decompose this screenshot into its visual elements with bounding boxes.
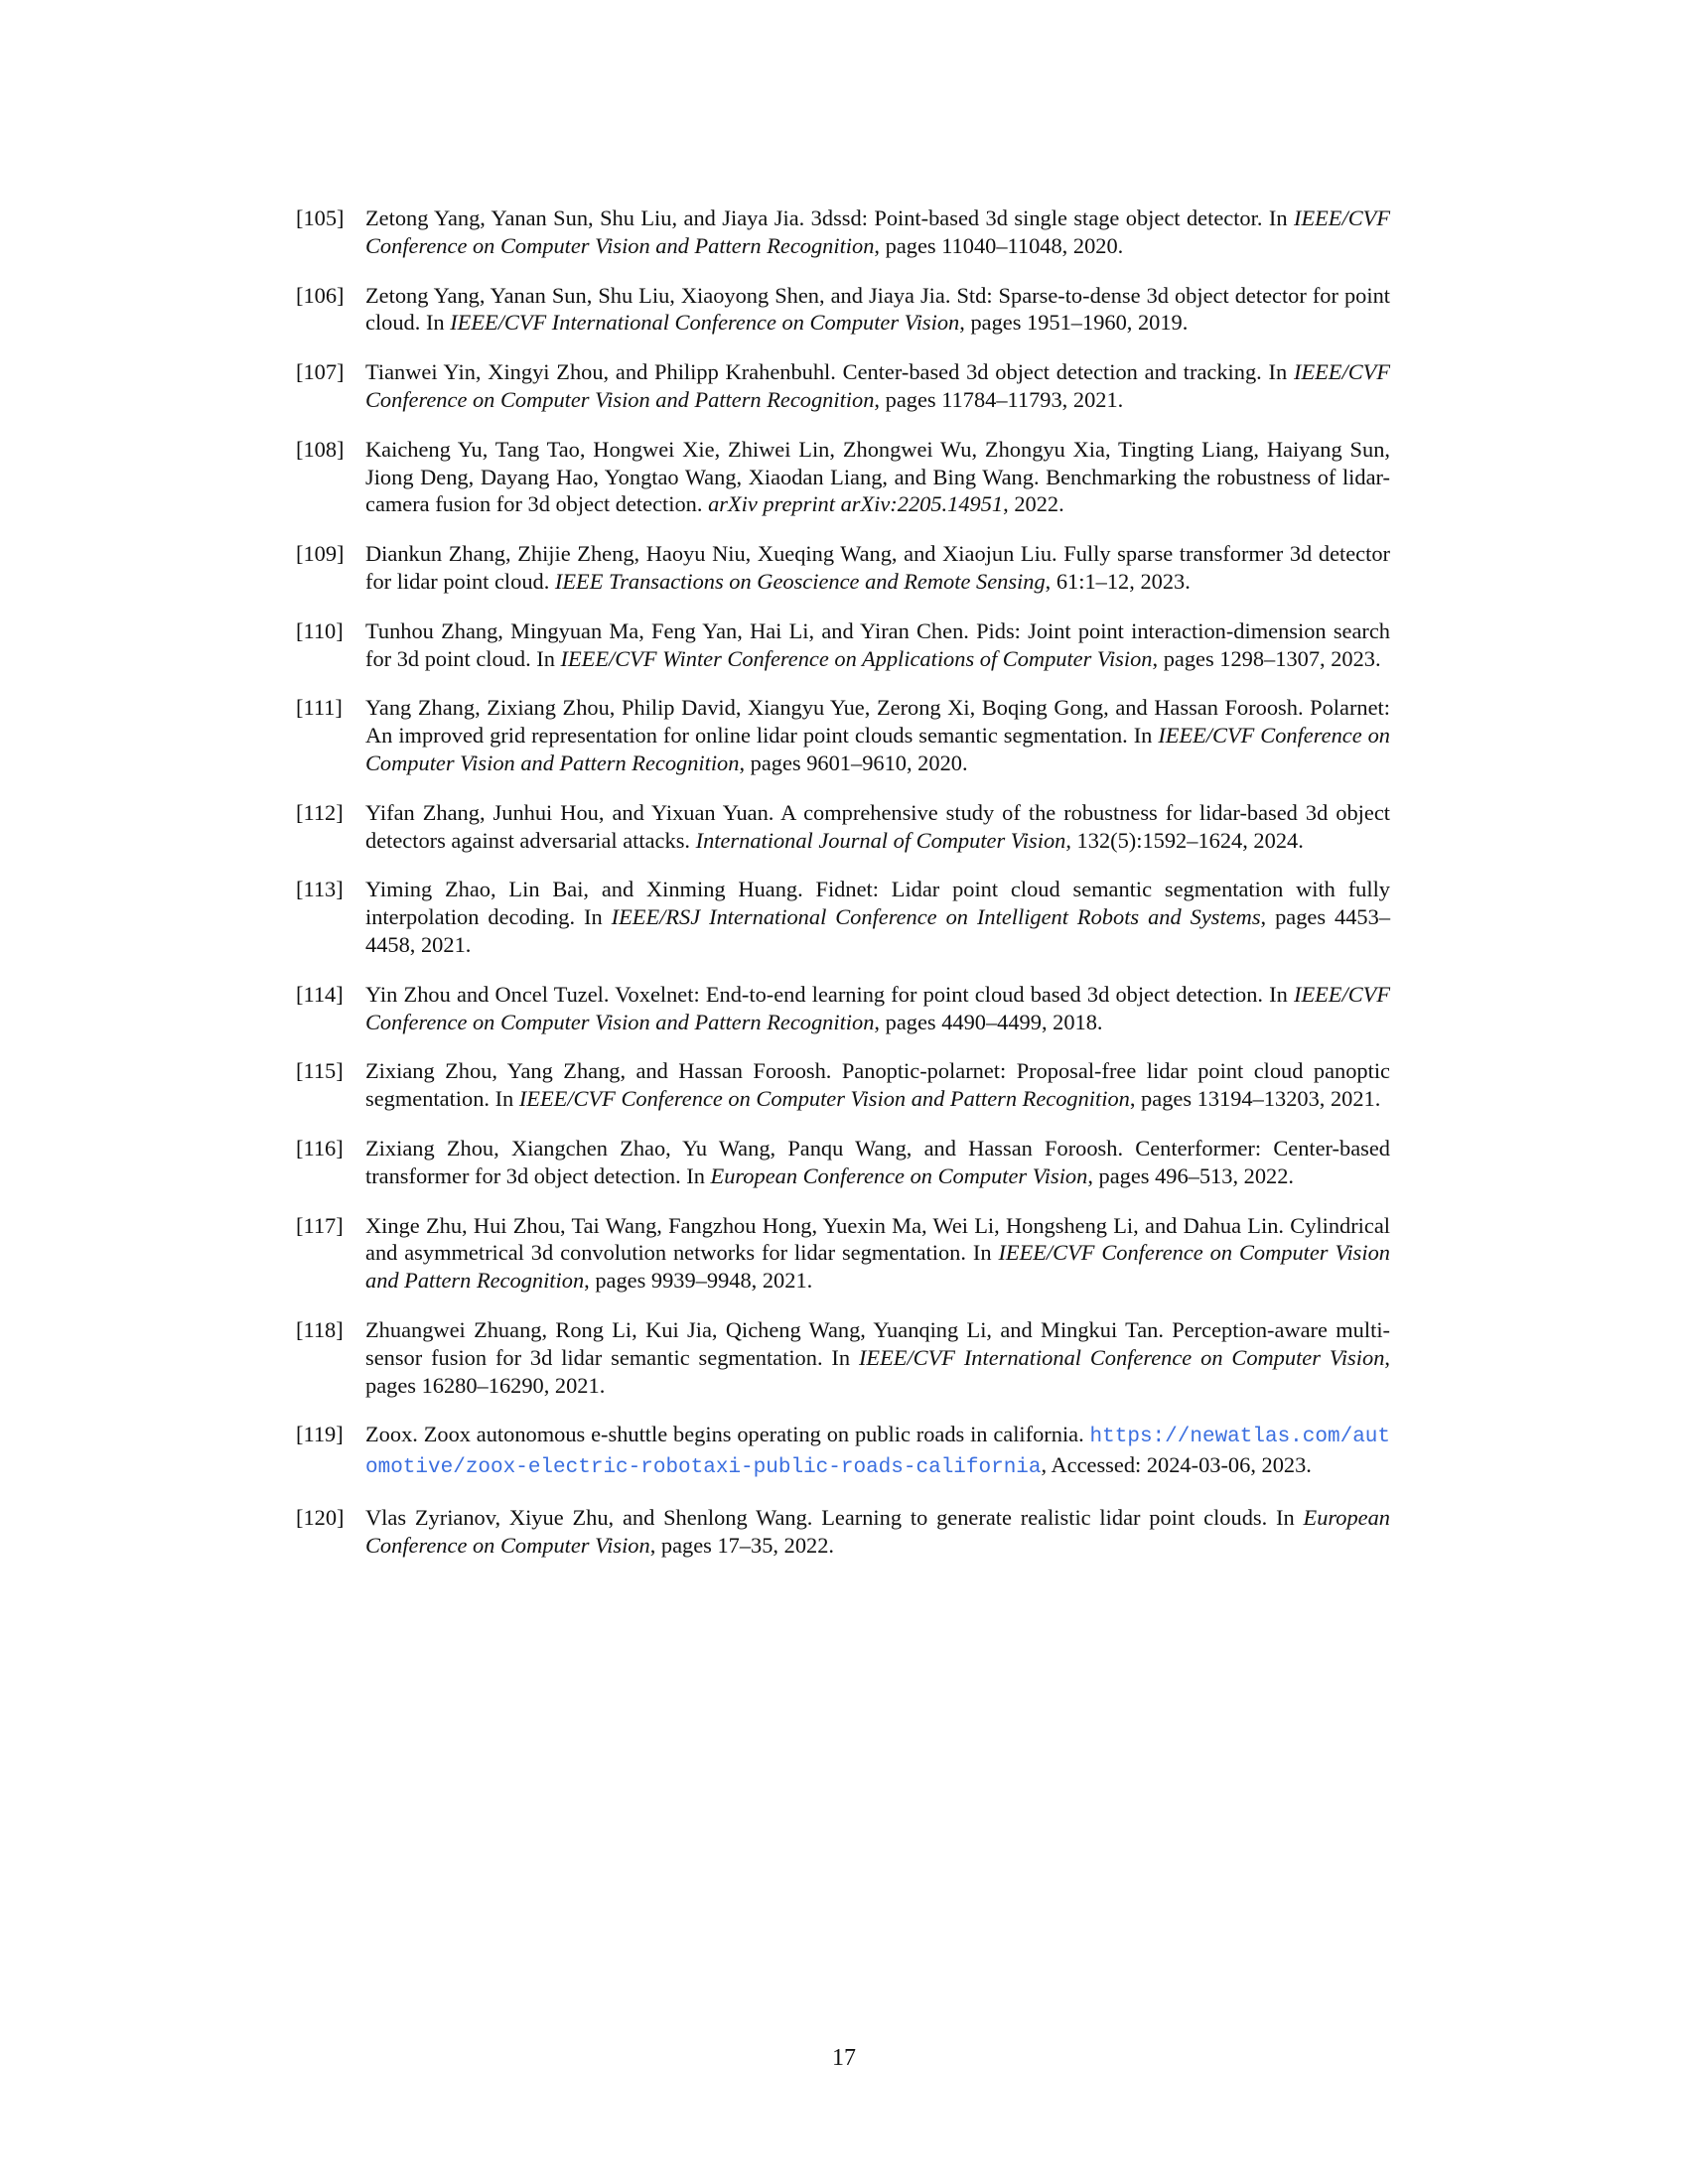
reference-venue: IEEE/CVF Conference on Computer Vision and Pattern Recognition <box>365 1240 1390 1294</box>
reference-number: [106] <box>296 282 345 308</box>
reference-venue: IEEE Transactions on Geoscience and Remote Sensing <box>554 568 1046 594</box>
reference-text: Zetong Yang, Yanan Sun, Shu Liu, and Jiaya Jia. 3dssd: Point-based 3d single stage object detector. In <box>365 205 1294 230</box>
reference-item <box>296 694 1390 776</box>
reference-text: Zetong Yang, Yanan Sun, Shu Liu, Xiaoyong Shen, and Jiaya Jia. Std: Sparse-to-dense 3d object detector for point cloud. In <box>365 282 1390 336</box>
reference-details: , pages 1951–1960, 2019. <box>959 310 1189 336</box>
reference-url-link[interactable]: https://newatlas.com/automotive/zoox-electric-robotaxi-public-roads-california <box>365 1426 1390 1480</box>
reference-venue: IEEE/CVF Conference on Computer Vision and Pattern Recognition <box>365 205 1390 258</box>
reference-venue: European Conference on Computer Vision <box>365 1504 1390 1558</box>
reference-item <box>296 205 1390 260</box>
reference-number: [105] <box>296 205 345 230</box>
reference-details: , 132(5):1592–1624, 2024. <box>1065 827 1304 853</box>
reference-number: [114] <box>296 981 344 1007</box>
reference-item <box>296 1135 1390 1190</box>
reference-item <box>296 617 1390 673</box>
reference-text: Vlas Zyrianov, Xiyue Zhu, and Shenlong Wang. Learning to generate realistic lidar point clouds. In <box>365 1504 1304 1530</box>
reference-text: Zoox. Zoox autonomous e-shuttle begins operating on public roads in california. <box>365 1422 1090 1447</box>
reference-number: [111] <box>296 695 343 721</box>
reference-venue: IEEE/CVF Conference on Computer Vision and Pattern Recognition <box>365 359 1390 412</box>
reference-number: [113] <box>296 877 344 902</box>
reference-details: , pages 9601–9610, 2020. <box>739 750 968 775</box>
reference-text: Diankun Zhang, Zhijie Zheng, Haoyu Niu, Xueqing Wang, and Xiaojun Liu. Fully sparse transformer 3d detector for lidar point cloud. <box>365 541 1390 594</box>
page-number: 17 <box>832 2045 856 2071</box>
reference-number: [110] <box>296 617 344 643</box>
reference-list <box>296 205 1390 1559</box>
reference-text: Xinge Zhu, Hui Zhou, Tai Wang, Fangzhou Hong, Yuexin Ma, Wei Li, Hongsheng Li, and Dahua Lin. Cylindrical and asymmetrical 3d convolution networks for lidar segmentation. In <box>365 1212 1390 1266</box>
reference-venue: IEEE/RSJ International Conference on Intelligent Robots and Systems <box>611 904 1261 930</box>
reference-details: , pages 16280–16290, 2021. <box>365 1344 1390 1398</box>
reference-item <box>296 981 1390 1036</box>
reference-text: Kaicheng Yu, Tang Tao, Hongwei Xie, Zhiwei Lin, Zhongwei Wu, Zhongyu Xia, Tingting Liang, Haiyang Sun, Jiong Deng, Dayang Hao, Yongtao Wang, Xiaodan Liang, and Bing Wang. Benchmarking the robustness of lidar-camera fusion for 3d object detection. <box>365 436 1390 517</box>
reference-number: [119] <box>296 1422 344 1447</box>
reference-text: Zixiang Zhou, Xiangchen Zhao, Yu Wang, Panqu Wang, and Hassan Foroosh. Centerformer: Center-based transformer for 3d object detection. In <box>365 1135 1390 1188</box>
reference-text: Yiming Zhao, Lin Bai, and Xinming Huang. Fidnet: Lidar point cloud semantic segmentation with fully interpolation decoding. In <box>365 877 1390 930</box>
reference-details: , pages 4453–4458, 2021. <box>365 904 1391 957</box>
reference-number: [118] <box>296 1316 344 1342</box>
reference-text: Tunhou Zhang, Mingyuan Ma, Feng Yan, Hai Li, and Yiran Chen. Pids: Joint point interaction-dimension search for 3d point cloud. In <box>365 617 1390 671</box>
reference-number: [109] <box>296 541 345 567</box>
reference-number: [117] <box>296 1212 344 1238</box>
reference-number: [115] <box>296 1058 344 1084</box>
reference-venue: IEEE/CVF International Conference on Computer Vision <box>450 310 960 336</box>
reference-venue: arXiv preprint arXiv:2205.14951 <box>708 491 1004 517</box>
reference-item <box>296 1212 1390 1295</box>
reference-text: Zixiang Zhou, Yang Zhang, and Hassan Foroosh. Panoptic-polarnet: Proposal-free lidar point cloud panoptic segmentation. In <box>365 1058 1390 1112</box>
reference-text: Yin Zhou and Oncel Tuzel. Voxelnet: End-to-end learning for point cloud based 3d object detection. In <box>365 981 1294 1007</box>
reference-item <box>296 358 1390 414</box>
reference-number: [108] <box>296 436 345 462</box>
reference-number: [120] <box>296 1504 345 1530</box>
reference-details: , pages 11784–11793, 2021. <box>874 386 1124 412</box>
reference-text: Zhuangwei Zhuang, Rong Li, Kui Jia, Qicheng Wang, Yuanqing Li, and Mingkui Tan. Perception-aware multi-sensor fusion for 3d lidar semantic segmentation. In <box>365 1316 1390 1370</box>
reference-item <box>296 1421 1390 1482</box>
reference-venue: International Journal of Computer Vision <box>695 827 1066 853</box>
reference-item <box>296 799 1390 855</box>
reference-venue: European Conference on Computer Vision <box>710 1162 1088 1188</box>
reference-item <box>296 282 1390 338</box>
reference-item <box>296 540 1390 596</box>
reference-item <box>296 876 1390 958</box>
reference-text: Tianwei Yin, Xingyi Zhou, and Philipp Krahenbuhl. Center-based 3d object detection and tracking. In <box>365 359 1294 385</box>
reference-details: , pages 17–35, 2022. <box>649 1532 835 1558</box>
reference-details: , 61:1–12, 2023. <box>1045 568 1191 594</box>
reference-details: , pages 13194–13203, 2021. <box>1129 1086 1381 1112</box>
reference-details: , pages 496–513, 2022. <box>1087 1162 1295 1188</box>
reference-item <box>296 1504 1390 1560</box>
reference-details: , pages 11040–11048, 2020. <box>874 232 1124 258</box>
reference-text: Yifan Zhang, Junhui Hou, and Yixuan Yuan. A comprehensive study of the robustness for lidar-based 3d object detectors against adversarial attacks. <box>365 799 1390 853</box>
reference-venue: IEEE/CVF Conference on Computer Vision and Pattern Recognition <box>518 1086 1130 1112</box>
reference-venue: IEEE/CVF Conference on Computer Vision and Pattern Recognition <box>365 723 1390 775</box>
reference-details: , pages 1298–1307, 2023. <box>1152 645 1381 671</box>
reference-details: , 2022. <box>1003 491 1064 517</box>
reference-venue: IEEE/CVF Winter Conference on Applications of Computer Vision <box>560 645 1153 671</box>
reference-venue: IEEE/CVF Conference on Computer Vision and Pattern Recognition <box>365 981 1390 1034</box>
reference-details: , pages 4490–4499, 2018. <box>874 1009 1103 1034</box>
reference-number: [107] <box>296 359 345 385</box>
reference-text: Yang Zhang, Zixiang Zhou, Philip David, Xiangyu Yue, Zerong Xi, Boqing Gong, and Hassan Foroosh. Polarnet: An improved grid representation for online lidar point clouds semantic segmentation. In <box>365 695 1390 749</box>
reference-item <box>296 436 1390 518</box>
reference-number: [116] <box>296 1135 344 1160</box>
reference-details: , pages 9939–9948, 2021. <box>584 1268 813 1294</box>
reference-details: , Accessed: 2024-03-06, 2023. <box>1041 1452 1312 1478</box>
reference-number: [112] <box>296 799 344 825</box>
reference-item <box>296 1316 1390 1399</box>
reference-venue: IEEE/CVF International Conference on Computer Vision <box>858 1344 1385 1370</box>
reference-item <box>296 1057 1390 1113</box>
